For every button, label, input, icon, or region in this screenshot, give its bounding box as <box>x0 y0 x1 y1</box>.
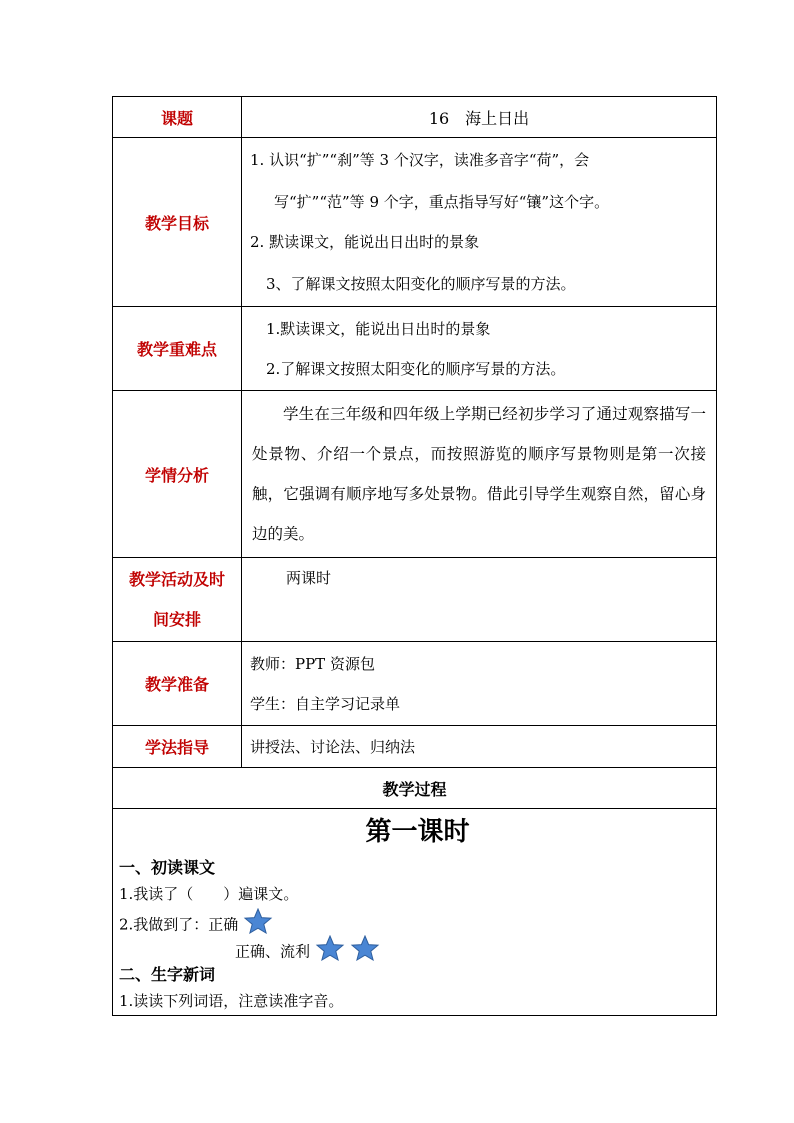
schedule-value: 两课时 <box>286 569 332 587</box>
objectives-cell <box>242 138 717 307</box>
label-schedule-line-1: 教学活动及时 <box>128 569 225 589</box>
analysis-text: 学生在三年级和四年级上学期已经初步学习了通过观察描写一处景物、介绍一个景点，而按照游览的顺序写景物则是第一次接触，它强调有顺序地写多处景物。借此引导学生观察自然，留心身边的美。 <box>252 405 706 543</box>
row-process-header <box>113 768 717 809</box>
label-objectives: 教学目标 <box>113 138 242 307</box>
label-analysis: 学情分析 <box>113 391 242 558</box>
row-method <box>113 726 717 768</box>
key-points-cell <box>242 307 717 391</box>
label-schedule-line-2: 间安排 <box>152 609 201 629</box>
analysis-cell <box>242 391 717 558</box>
process-content <box>113 809 717 1016</box>
label-method: 学法指导 <box>113 726 242 768</box>
word-reading-item: 1.读读下列词语，注意读准字音。 <box>119 992 344 1010</box>
row-process-content <box>113 809 717 1016</box>
prep-student: 学生：自主学习记录单 <box>250 694 401 713</box>
objective-line-2: 写“扩”“范”等 9 个字，重点指导写好“镶”这个字。 <box>274 193 610 211</box>
key-point-line-1: 1.默读课文，能说出日出时的景象 <box>266 319 491 338</box>
row-title <box>113 97 717 138</box>
prep-teacher: 教师：PPT 资源包 <box>250 654 375 673</box>
achievement-label-2: 正确、流利 <box>235 942 311 961</box>
star-icon <box>315 935 345 970</box>
row-preparation <box>113 642 717 726</box>
achievement-item-2 <box>119 935 716 962</box>
label-key-points: 教学重难点 <box>113 307 242 391</box>
schedule-cell <box>242 558 717 642</box>
section-heading-2: 二、生字新词 <box>119 965 216 984</box>
row-schedule <box>113 558 717 642</box>
preparation-cell <box>242 642 717 726</box>
row-analysis <box>113 391 717 558</box>
section-heading-1: 一、初读课文 <box>119 858 216 877</box>
lesson-title-value: 16 海上日出 <box>242 97 717 138</box>
objective-line-3: 2. 默读课文，能说出日出时的景象 <box>250 233 480 251</box>
label-title: 课题 <box>113 97 242 138</box>
achievement-item <box>119 908 716 935</box>
method-value: 讲授法、讨论法、归纳法 <box>242 726 717 768</box>
row-objectives <box>113 138 717 307</box>
label-preparation: 教学准备 <box>113 642 242 726</box>
reading-count-item: 1.我读了（ ）遍课文。 <box>119 885 299 903</box>
objective-line-4: 3、了解课文按照太阳变化的顺序写景的方法。 <box>266 275 576 293</box>
key-point-line-2: 2.了解课文按照太阳变化的顺序写景的方法。 <box>266 359 566 378</box>
process-header: 教学过程 <box>113 768 717 809</box>
row-key-points <box>113 307 717 391</box>
label-schedule <box>113 558 242 642</box>
objective-line-1: 1. 认识“扩”“刹”等 3 个汉字，读准多音字“荷”，会 <box>250 151 590 169</box>
star-icon <box>350 935 380 970</box>
lesson-heading: 第一课时 <box>365 817 470 847</box>
lesson-plan-table <box>112 96 717 1016</box>
achievement-label: 2.我做到了：正确 <box>119 915 239 934</box>
